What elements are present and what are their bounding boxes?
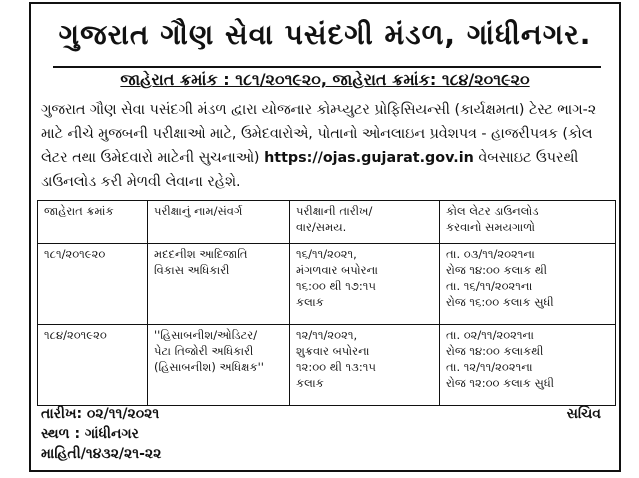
footer-signatory: સચિવ bbox=[566, 406, 601, 422]
intro-tail: વેબસાઇટ ઉપરથી ડાઉનલોડ કરી મેળવી લેવાના રહેશે. bbox=[41, 150, 579, 190]
cell-exam-date: ૧૬/૧૧/૨૦૨૧, મંગળવાર બપોરના ૧૬:૦૦ થી ૧૭:૧૫ કલાક bbox=[290, 244, 440, 325]
header-exam-name: પરીક્ષાનું નામ/સંવર્ગ bbox=[148, 201, 290, 244]
footer-info-number: માહિતી/૧૪૩૨/૨૧-૨૨ bbox=[41, 446, 162, 462]
notice-frame bbox=[29, 2, 621, 472]
notice-title: ગુજરાત ગૌણ સેવા પસંદગી મંડળ, ગાંધીનગર. bbox=[58, 18, 592, 51]
header-download-period: કોલ લેટર ડાઉનલોડ કરવાનો સમયગાળો bbox=[440, 201, 616, 244]
title-underline bbox=[53, 66, 601, 68]
header-exam-date: પરીક્ષાની તારીખ/ વાર/સમય. bbox=[290, 201, 440, 244]
cell-exam-name: મદદનીશ આદિજાતિ વિકાસ અધિકારી bbox=[148, 244, 290, 325]
cell-download-period: તા. ૦૨/૧૧/૨૦૨૧ના રોજ ૧૪:૦૦ કલાકથી તા. ૧૨/૧૧/૨૦૨૧ના રોજ ૧૨:૦૦ કલાક સુધી bbox=[440, 325, 616, 406]
table-row bbox=[38, 244, 616, 325]
footer-place: સ્થળ : ગાંધીનગર bbox=[41, 426, 139, 442]
cell-adv-no: ૧૮૧/૨૦૧૯૨૦ bbox=[38, 244, 148, 325]
ojas-url[interactable]: https://ojas.gujarat.gov.in bbox=[264, 150, 474, 166]
table-header-row bbox=[38, 201, 616, 244]
intro-text: ગુજરાત ગૌણ સેવા પસંદગી મંડળ દ્વારા યોજનાર કોમ્પ્યુટર પ્રોફિસિયન્સી (કાર્યક્ષમતા) ટેસ્ટ ભાગ-૨ માટે નીચે મુજબની પરીક્ષાઓ માટે, ઉમેદવારોએ, પોતાનો ઓનલાઇન પ્રવેશપત્ર - હાજરીપત્રક (કોલ લેટર તથા ઉમેદવારો માટેની સુચનાઓ) bbox=[41, 102, 597, 166]
intro-paragraph bbox=[41, 98, 609, 194]
cell-adv-no: ૧૮૪/૨૦૧૯૨૦ bbox=[38, 325, 148, 406]
footer-date: તારીખ: ૦૨/૧૧/૨૦૨૧ bbox=[41, 406, 160, 422]
notice-footer bbox=[41, 404, 611, 464]
cell-exam-date: ૧૨/૧૧/૨૦૨૧, શુક્રવાર બપોરના ૧૨:૦૦ થી ૧૩:૧૫ કલાક bbox=[290, 325, 440, 406]
cell-download-period: તા. ૦૩/૧૧/૨૦૨૧ના રોજ ૧૪:૦૦ કલાક થી તા. ૧૬/૧૧/૨૦૨૧ના રોજ ૧૬:૦૦ કલાક સુધી bbox=[440, 244, 616, 325]
exam-schedule-table bbox=[37, 200, 616, 406]
header-adv-no: જાહેરાત ક્રમાંક bbox=[38, 201, 148, 244]
cell-exam-name: ''હિસાબનીશ/ઓડિટર/ પેટા તિજોરી અધિકારી (હિસાબનીશ) અધિક્ષક'' bbox=[148, 325, 290, 406]
table-row bbox=[38, 325, 616, 406]
advertisement-numbers: જાહેરાત ક્રમાંક : ૧૮૧/૨૦૧૯૨૦, જાહેરાત ક્રમાંક: ૧૮૪/૨૦૧૯૨૦ bbox=[120, 70, 530, 89]
